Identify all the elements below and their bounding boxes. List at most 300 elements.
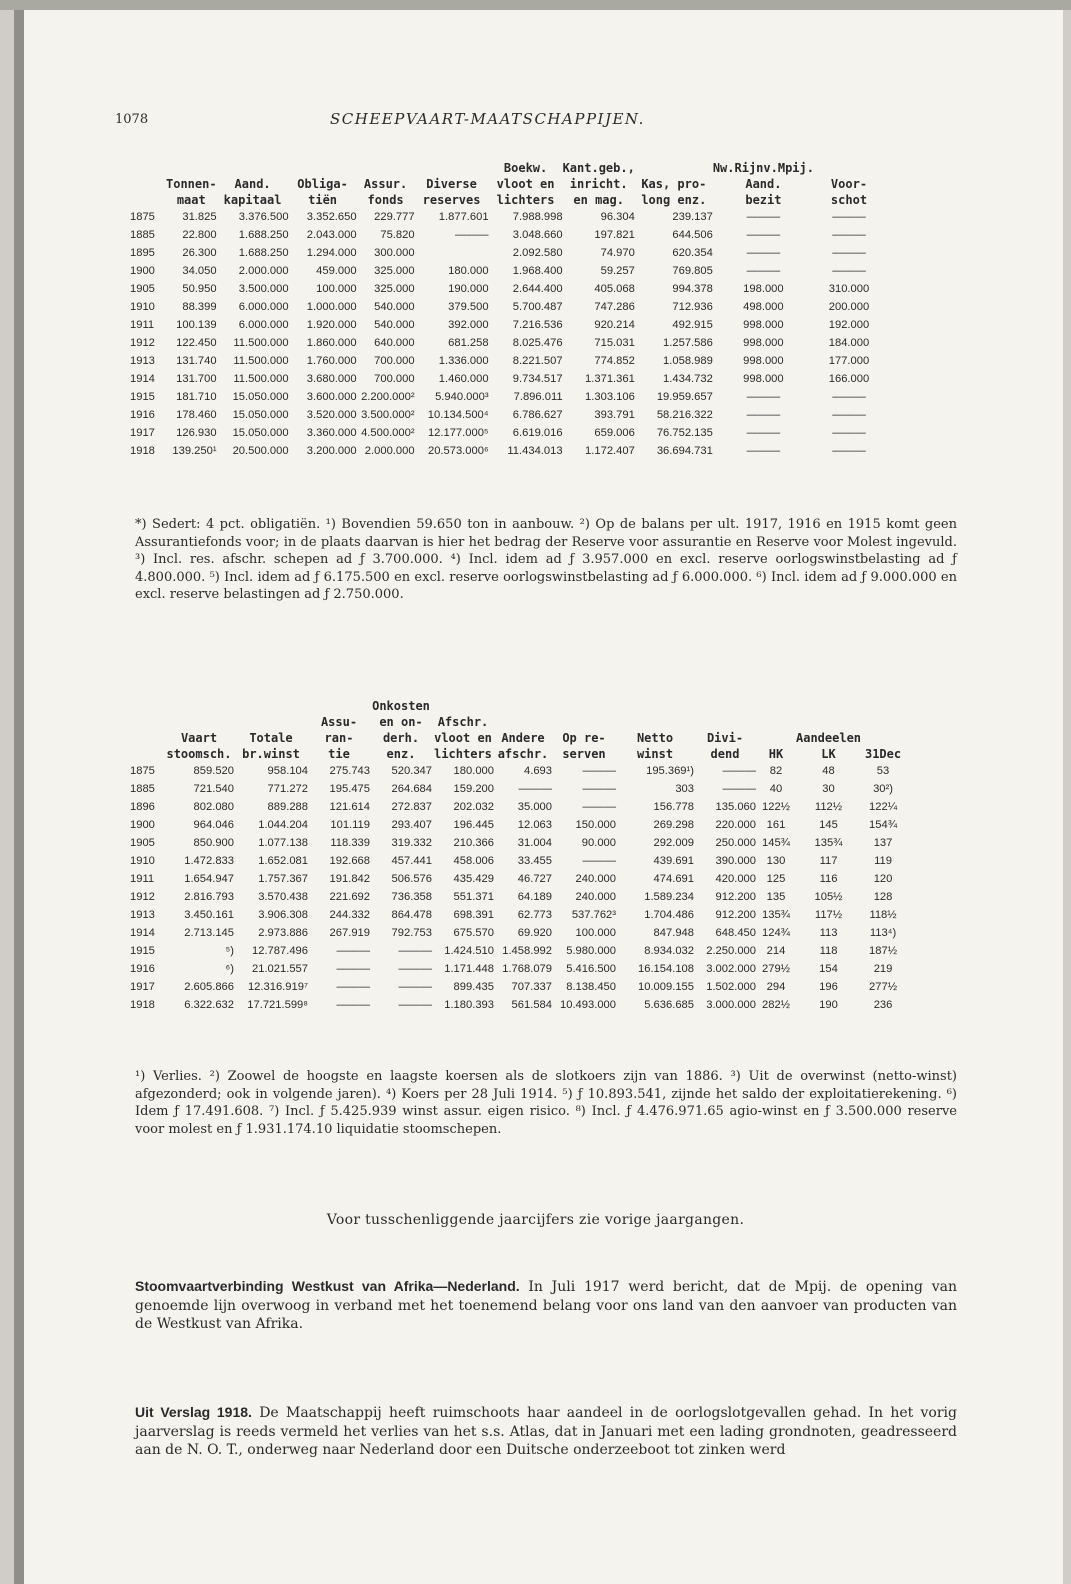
value-cell: ——— — [582, 783, 616, 795]
value-cell: 8.138.450 — [566, 981, 616, 993]
value-cell: 113 — [819, 927, 838, 939]
column-header: en mag. — [573, 193, 624, 207]
value-cell: 75.820 — [380, 229, 415, 241]
value-cell: 240.000 — [575, 873, 616, 885]
value-cell: 59.257 — [600, 265, 635, 277]
running-head: SCHEEPVAART-MAATSCHAPPIJEN. — [330, 110, 645, 128]
column-header: 31Dec — [864, 747, 902, 761]
value-cell: 310.000 — [828, 283, 870, 295]
value-cell: ——— — [582, 855, 616, 867]
value-cell: 5.416.500 — [566, 963, 616, 975]
value-cell: 2.713.145 — [184, 927, 234, 939]
year-cell: 1895 — [130, 247, 155, 259]
column-header — [796, 698, 861, 714]
value-cell: ——— — [582, 801, 616, 813]
value-cell: ⁶) — [225, 963, 234, 975]
value-cell: 11.500.000 — [233, 373, 289, 385]
value-cell: 131.700 — [176, 373, 217, 385]
value-cell: 26.300 — [182, 247, 217, 259]
table-row — [130, 262, 884, 280]
year-cell: 1918 — [130, 445, 155, 457]
column-header — [130, 698, 164, 714]
value-cell: ——— — [832, 427, 866, 439]
value-cell: 118.339 — [330, 837, 370, 849]
value-cell: 7.988.998 — [512, 211, 563, 223]
column-header: Andere — [501, 731, 545, 745]
table-row — [130, 442, 884, 460]
financial-table-1 — [130, 160, 884, 460]
value-cell: 156.778 — [653, 801, 694, 813]
table-row — [130, 208, 884, 226]
value-cell: 3.570.438 — [258, 891, 308, 903]
year-cell: 1885 — [130, 229, 155, 241]
value-cell: 190.000 — [448, 283, 489, 295]
value-cell: 3.376.500 — [238, 211, 289, 223]
value-cell: 122½ — [762, 801, 790, 813]
table1-header-row — [130, 176, 884, 192]
year-cell: 1915 — [130, 945, 155, 957]
value-cell: 10.009.155 — [638, 981, 694, 993]
value-cell: ——— — [746, 445, 781, 457]
table-row — [130, 888, 905, 906]
column-header — [796, 714, 861, 730]
value-cell: 2.605.866 — [184, 981, 234, 993]
value-cell: 187½ — [869, 945, 898, 957]
value-cell: 300.000 — [374, 247, 415, 259]
value-cell: 118½ — [869, 909, 897, 921]
value-cell: 154 — [819, 963, 838, 975]
value-cell: 11.500.000 — [233, 337, 289, 349]
value-cell: 712.936 — [672, 301, 713, 313]
value-cell: ——— — [832, 391, 866, 403]
value-cell: 5.700.487 — [512, 301, 563, 313]
value-cell: 40 — [769, 783, 783, 795]
value-cell: 229.777 — [374, 211, 415, 223]
column-header — [130, 714, 164, 730]
value-cell: 1.180.393 — [444, 999, 494, 1011]
value-cell: 1.257.586 — [663, 337, 713, 349]
value-cell: 998.000 — [743, 337, 784, 349]
value-cell: 88.399 — [182, 301, 217, 313]
column-header: en on- — [379, 715, 423, 729]
value-cell: 6.786.627 — [512, 409, 563, 421]
value-cell: 31.825 — [182, 211, 217, 223]
value-cell: 277½ — [869, 981, 898, 993]
value-cell: 10.493.000 — [560, 999, 616, 1011]
column-header — [234, 714, 308, 730]
column-header: Kas, pro- — [641, 177, 707, 191]
paragraph-body: De Maatschappij heeft ruimschoots haar aandeel in de oorlogslotgevallen gehad. In het vorig jaarverslag is reeds vermeld het verlies van het s.s. Atlas, dat in Januari met een lading grondnoten, geadresseerd aan de N. O. T., onderweg naar Nederland door een Duitsche onderzeeboot tot zinken werd — [135, 1405, 957, 1458]
value-cell: 540.000 — [374, 301, 415, 313]
value-cell: 64.189 — [517, 891, 552, 903]
value-cell: 17.721.599⁸ — [247, 999, 308, 1011]
column-header: long enz. — [641, 193, 707, 207]
value-cell: 771.272 — [267, 783, 308, 795]
value-cell: 292.009 — [653, 837, 694, 849]
year-cell: 1917 — [130, 981, 155, 993]
column-header: dend — [710, 747, 740, 761]
value-cell: ——— — [832, 265, 866, 277]
value-cell: 180.000 — [448, 265, 489, 277]
column-header: stoomsch. — [166, 747, 232, 761]
value-cell: 19.959.657 — [656, 391, 713, 403]
value-cell: 7.896.011 — [513, 391, 563, 403]
value-cell: 294 — [766, 981, 786, 993]
column-header: Vaart — [180, 731, 218, 745]
column-header: HK — [768, 747, 784, 761]
value-cell: ——— — [832, 229, 866, 241]
value-cell: ——— — [455, 229, 489, 241]
column-header — [861, 698, 905, 714]
value-cell: 118 — [819, 945, 838, 957]
value-cell: 1.968.400 — [512, 265, 563, 277]
page-number: 1078 — [115, 112, 149, 127]
column-header — [130, 160, 166, 176]
year-cell: 1918 — [130, 999, 155, 1011]
year-cell: 1912 — [130, 337, 155, 349]
table-row — [130, 780, 905, 798]
value-cell: 272.837 — [391, 801, 432, 813]
value-cell: 137 — [873, 837, 893, 849]
value-cell: 474.691 — [653, 873, 694, 885]
value-cell: 11.500.000 — [233, 355, 289, 367]
value-cell: 184.000 — [828, 337, 870, 349]
value-cell: 3.600.000 — [306, 391, 357, 403]
value-cell: 681.258 — [448, 337, 489, 349]
year-cell: 1910 — [130, 301, 155, 313]
column-header: kapitaal — [223, 193, 282, 207]
table2-header-row — [130, 714, 905, 730]
value-cell: 166.000 — [828, 373, 870, 385]
value-cell: 2.644.400 — [512, 283, 563, 295]
value-cell: 5.636.685 — [644, 999, 694, 1011]
value-cell: 117 — [819, 855, 838, 867]
value-cell: 124¾ — [762, 927, 790, 939]
value-cell: 1.860.000 — [306, 337, 357, 349]
column-header: winst — [636, 747, 674, 761]
value-cell: 8.025.476 — [512, 337, 563, 349]
table-row — [130, 906, 905, 924]
column-header — [756, 730, 796, 746]
value-cell: 3.352.650 — [306, 211, 357, 223]
value-cell: 1.434.732 — [663, 373, 713, 385]
value-cell: 2.043.000 — [306, 229, 357, 241]
value-cell: 50.950 — [182, 283, 217, 295]
value-cell: 101.119 — [330, 819, 370, 831]
table2-header-row — [130, 746, 905, 762]
value-cell: ——— — [746, 265, 781, 277]
value-cell: 1.294.000 — [306, 247, 357, 259]
table-row — [130, 388, 884, 406]
year-cell: 1916 — [130, 409, 155, 421]
column-header — [616, 714, 694, 730]
table-row — [130, 960, 905, 978]
value-cell: 1.877.601 — [438, 211, 489, 223]
column-header — [415, 160, 489, 176]
column-header — [130, 176, 166, 192]
value-cell: 457.441 — [391, 855, 432, 867]
value-cell: 62.773 — [517, 909, 552, 921]
value-cell: 150.000 — [575, 819, 616, 831]
value-cell: 390.000 — [715, 855, 756, 867]
value-cell: 1.688.250 — [238, 247, 289, 259]
year-cell: 1913 — [130, 909, 155, 921]
value-cell: 135 — [766, 891, 786, 903]
column-header: vloot en — [496, 177, 555, 191]
value-cell: 405.068 — [594, 283, 635, 295]
value-cell: 36.694.731 — [656, 445, 713, 457]
value-cell: 1.652.081 — [258, 855, 308, 867]
value-cell: 3.002.000 — [706, 963, 756, 975]
value-cell: 3.000.000 — [706, 999, 756, 1011]
value-cell: 1.502.000 — [706, 981, 756, 993]
value-cell: 33.455 — [517, 855, 552, 867]
value-cell: 100.000 — [575, 927, 616, 939]
value-cell: 325.000 — [374, 265, 415, 277]
value-cell: 3.520.000 — [306, 409, 357, 421]
column-header: Diverse — [426, 177, 477, 191]
year-cell: 1915 — [130, 391, 155, 403]
column-header — [130, 730, 164, 746]
table-row — [130, 834, 905, 852]
column-header: tie — [328, 747, 350, 761]
value-cell: 159.200 — [453, 783, 494, 795]
value-cell: 116 — [819, 873, 838, 885]
value-cell: 698.391 — [453, 909, 494, 921]
value-cell: 12.316.919⁷ — [247, 981, 308, 993]
value-cell: 126.930 — [176, 427, 217, 439]
value-cell: 180.000 — [453, 765, 494, 777]
year-cell: 1913 — [130, 355, 155, 367]
column-header — [861, 714, 905, 730]
column-header — [756, 714, 796, 730]
value-cell: 1.058.989 — [663, 355, 713, 367]
scan-top-edge — [0, 0, 1071, 10]
value-cell: 1.760.000 — [306, 355, 357, 367]
value-cell: 8.934.032 — [644, 945, 694, 957]
value-cell — [415, 244, 489, 262]
column-header: Obliga- — [297, 177, 348, 191]
column-header: Nw.Rijnv.Mpij. — [712, 161, 814, 175]
column-header — [289, 160, 357, 176]
value-cell: 279½ — [762, 963, 790, 975]
value-cell: 250.000 — [715, 837, 756, 849]
value-cell: 20.573.000⁶ — [427, 445, 489, 457]
value-cell: ——— — [398, 963, 432, 975]
value-cell: 3.360.000 — [306, 427, 357, 439]
value-cell: ——— — [746, 247, 781, 259]
column-header — [814, 160, 884, 176]
column-header — [432, 698, 494, 714]
value-cell: 1.172.407 — [585, 445, 635, 457]
column-header — [861, 730, 905, 746]
column-header — [130, 192, 166, 208]
table-row — [130, 424, 884, 442]
column-header: inricht. — [569, 177, 628, 191]
value-cell: 128 — [873, 891, 893, 903]
value-cell: 769.805 — [672, 265, 713, 277]
value-cell: 139.250¹ — [172, 445, 217, 457]
value-cell: 122¼ — [869, 801, 898, 813]
value-cell: 191.842 — [329, 873, 370, 885]
table-row — [130, 298, 884, 316]
column-header — [166, 160, 217, 176]
value-cell: 303 — [675, 783, 694, 795]
value-cell: 240.000 — [575, 891, 616, 903]
column-header: br.winst — [242, 747, 300, 761]
centered-note: Voor tusschenliggende jaarcijfers zie vorige jaargangen. — [326, 1212, 745, 1228]
value-cell: ——— — [832, 211, 866, 223]
value-cell: 135.060 — [715, 801, 756, 813]
column-header — [234, 698, 308, 714]
column-header — [616, 698, 694, 714]
value-cell: 659.006 — [594, 427, 635, 439]
column-header: lichters — [434, 747, 492, 761]
value-cell: 899.435 — [453, 981, 494, 993]
year-cell: 1914 — [130, 927, 155, 939]
year-cell: 1905 — [130, 283, 155, 295]
financial-table-2 — [130, 698, 905, 1014]
value-cell: ——— — [336, 945, 370, 957]
column-header: schot — [830, 193, 868, 207]
value-cell: 520.347 — [391, 765, 432, 777]
table-row — [130, 852, 905, 870]
column-header: serven — [562, 747, 606, 761]
value-cell: 275.743 — [329, 765, 370, 777]
value-cell: 11.434.013 — [507, 445, 563, 457]
column-header — [552, 714, 616, 730]
value-cell: 112½ — [814, 801, 843, 813]
value-cell: 214 — [766, 945, 786, 957]
value-cell: 707.337 — [511, 981, 552, 993]
value-cell: 1.472.833 — [184, 855, 234, 867]
value-cell: 219 — [873, 963, 893, 975]
column-header: Assu- — [320, 715, 358, 729]
value-cell: 105½ — [814, 891, 843, 903]
year-cell: 1916 — [130, 963, 155, 975]
value-cell: 847.948 — [653, 927, 694, 939]
column-header: Op re- — [562, 731, 606, 745]
column-header: Totale — [249, 731, 293, 745]
value-cell: 1.000.000 — [306, 301, 357, 313]
value-cell: 721.540 — [193, 783, 234, 795]
value-cell: 145¾ — [762, 837, 790, 849]
table-row — [130, 798, 905, 816]
column-header — [130, 746, 164, 762]
year-cell: 1917 — [130, 427, 155, 439]
value-cell: 3.200.000 — [306, 445, 357, 457]
year-cell: 1875 — [130, 765, 155, 777]
value-cell: 420.000 — [715, 873, 756, 885]
value-cell: 10.134.500⁴ — [427, 409, 489, 421]
value-cell: 964.046 — [193, 819, 234, 831]
value-cell: 1.371.361 — [585, 373, 635, 385]
value-cell: 6.000.000 — [238, 301, 289, 313]
table-row — [130, 870, 905, 888]
year-cell: 1900 — [130, 265, 155, 277]
value-cell: 1.704.486 — [644, 909, 694, 921]
table1-header-row — [130, 192, 884, 208]
value-cell: 7.216.536 — [512, 319, 563, 331]
value-cell: 2.000.000 — [364, 445, 415, 457]
value-cell: ——— — [398, 981, 432, 993]
value-cell: 190 — [819, 999, 838, 1011]
column-header: reserves — [422, 193, 481, 207]
column-header: derh. — [382, 731, 420, 745]
column-header — [552, 698, 616, 714]
value-cell: 1.654.947 — [184, 873, 234, 885]
value-cell: 994.378 — [672, 283, 713, 295]
value-cell: 792.753 — [391, 927, 432, 939]
value-cell: 640.000 — [374, 337, 415, 349]
column-header — [694, 714, 756, 730]
year-cell: 1912 — [130, 891, 155, 903]
value-cell: 30 — [822, 783, 835, 795]
column-header — [635, 160, 713, 176]
value-cell: 264.684 — [391, 783, 432, 795]
table-row — [130, 244, 884, 262]
year-cell: 1910 — [130, 855, 155, 867]
value-cell: 154¾ — [869, 819, 898, 831]
column-header — [694, 698, 756, 714]
column-header: LK — [821, 747, 836, 761]
paragraph-lead: Stoomvaartverbinding Westkust van Afrika—Nederland. — [135, 1278, 520, 1294]
value-cell: 850.900 — [193, 837, 234, 849]
table-row — [130, 406, 884, 424]
value-cell: 506.576 — [391, 873, 432, 885]
value-cell: 439.691 — [653, 855, 694, 867]
year-cell: 1896 — [130, 801, 155, 813]
value-cell: 121.614 — [329, 801, 370, 813]
value-cell: 551.371 — [453, 891, 494, 903]
value-cell: 620.354 — [672, 247, 713, 259]
value-cell: ——— — [336, 981, 370, 993]
value-cell: 998.000 — [743, 373, 784, 385]
table-row — [130, 942, 905, 960]
value-cell: 282½ — [762, 999, 790, 1011]
value-cell: ——— — [832, 445, 866, 457]
value-cell: 998.000 — [743, 355, 784, 367]
value-cell: 200.000 — [828, 301, 870, 313]
value-cell: ——— — [722, 765, 756, 777]
value-cell: 540.000 — [374, 319, 415, 331]
year-cell: 1900 — [130, 819, 155, 831]
value-cell: 58.216.322 — [656, 409, 713, 421]
table-row — [130, 996, 905, 1014]
value-cell: 435.429 — [453, 873, 494, 885]
value-cell: 192.668 — [329, 855, 370, 867]
value-cell: 30²) — [873, 783, 893, 795]
value-cell: ——— — [832, 409, 866, 421]
value-cell: ——— — [722, 783, 756, 795]
value-cell: 912.200 — [715, 909, 756, 921]
table-row — [130, 352, 884, 370]
value-cell: 5.940.000³ — [435, 391, 489, 403]
column-header: Aand. — [234, 177, 271, 191]
value-cell: 319.332 — [391, 837, 432, 849]
value-cell: 202.032 — [453, 801, 494, 813]
table1-footnotes: *) Sedert: 4 pct. obligatiën. ¹) Bovendien 59.650 ton in aanbouw. ²) Op de balans per ult. 1917, 1916 en 1915 komt geen Assurantiefonds voor; in de plaats daarvan is hier het bedrag der Reserve voor assurantie en Reserve voor Molest ingevuld. ³) Incl. res. afschr. schepen ad ƒ 3.700.000. ⁴) Incl. idem ad ƒ 3.957.000 en excl. reserve oorlogswinstbelasting ad ƒ 4.800.000. ⁵) Incl. idem ad ƒ 6.175.500 en excl. reserve oorlogswinstbelasting ad ƒ 6.000.000. ⁶) Incl. idem ad ƒ 9.000.000 en excl. reserve belastingen ad ƒ 2.750.000. — [135, 517, 957, 602]
value-cell: 117½ — [814, 909, 843, 921]
value-cell: 325.000 — [374, 283, 415, 295]
year-cell: 1911 — [130, 319, 155, 331]
value-cell: 192.000 — [828, 319, 870, 331]
value-cell: ——— — [582, 765, 616, 777]
value-cell: 3.906.308 — [258, 909, 308, 921]
value-cell: 181.710 — [176, 391, 217, 403]
value-cell: 2.200.000² — [361, 391, 415, 403]
column-header: Aand. — [745, 177, 782, 191]
